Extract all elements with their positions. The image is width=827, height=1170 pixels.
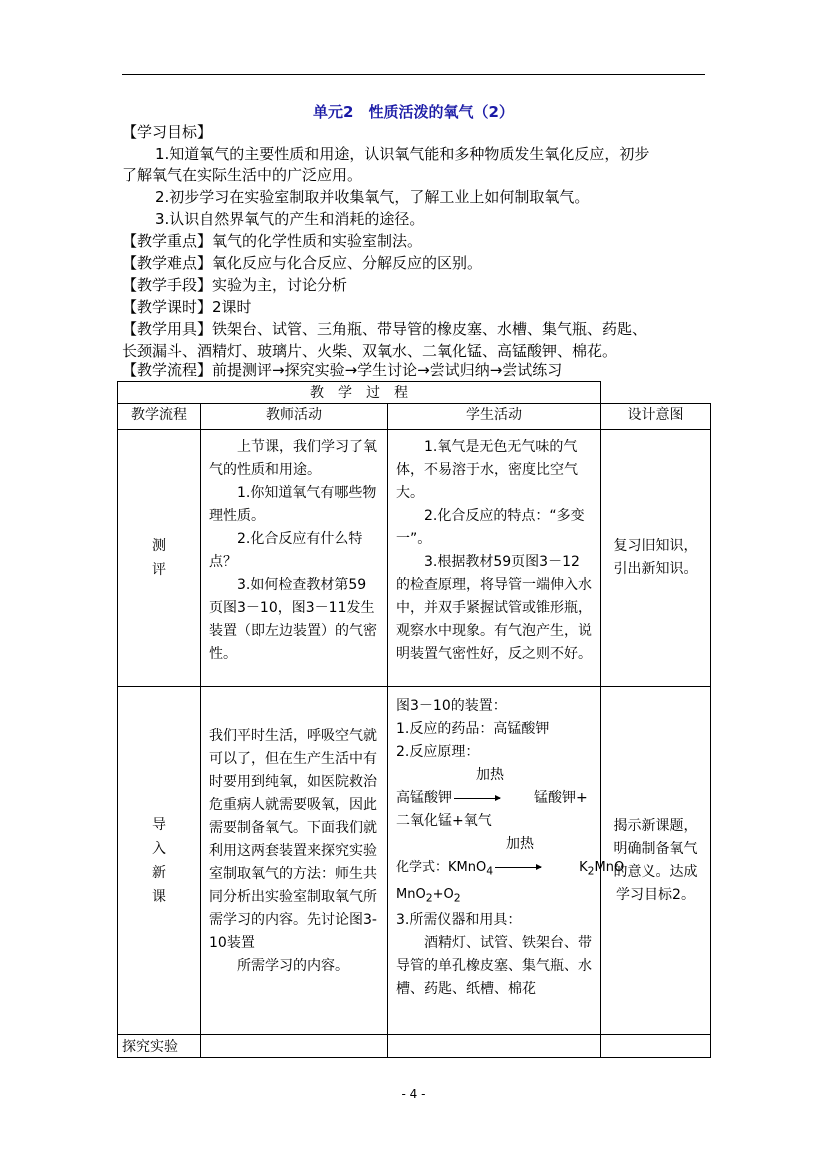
student-activity-1: 1.氧气是无色无气味的气体，不易溶于水，密度比空气大。 2.化合反应的特点：“多变一”。 3.根据教材59页图3－12的检查原理，将导管一端伸入水中，并双手紧握试管或锥形瓶，观察水中现象。有气泡产生，说明装置气密性好，反之则不好。 [388, 430, 601, 687]
teaching-hours: 【教学课时】2课时 [122, 298, 252, 316]
teacher-activity-2: 我们平时生活，呼吸空气就可以了，但在生产生活中有时要用到纯氧，如医院救治危重病人就需要吸氧，因此需要制备氧气。下面我们就利用这两套装置来探究实验室制取氧气的方法：师生共同分析出实验室制取氧气所需学习的内容。先讨论图3-10装置 所需学习的内容。 [201, 687, 388, 1035]
page-title: 单元2 性质活泼的氧气（2） [313, 103, 514, 121]
stage-assessment: 测 评 [118, 430, 201, 687]
empty-corner [601, 382, 711, 404]
formula-arrow [495, 867, 541, 868]
table-caption: 教 学 过 程 [118, 382, 601, 404]
objectives-header: 【学习目标】 [122, 123, 213, 141]
teaching-tools-2: 长颈漏斗、酒精灯、玻璃片、火柴、双氧水、二氧化锰、高锰酸钾、棉花。 [122, 342, 618, 360]
teacher-activity-3 [201, 1035, 388, 1058]
header-stage: 教学流程 [118, 404, 201, 430]
student-activity-2: 图3－10的装置： 1.反应的药品：高锰酸钾 2.反应原理： 加热 高锰酸钾 锰酸钾+ 二氧化锰+氧气 加热 化学式：KMnO$_4$ $K_2MnO$ $MnO_2+O_2$ 3.所需仪器和用具： 酒精灯、试管、铁架台、带导管的单孔橡皮塞、集气瓶、水槽、药匙、纸槽、棉花 [388, 687, 601, 1035]
stage-introduction: 导 入 新 课 [118, 687, 201, 1035]
objective-1a: 1.知道氧气的主要性质和用途，认识氧气能和多种物质发生氧化反应，初步 [155, 145, 650, 163]
header-student: 学生活动 [388, 404, 601, 430]
stage-exploration: 探究实验 [118, 1035, 201, 1058]
objective-3: 3.认识自然界氧气的产生和消耗的途径。 [155, 210, 425, 228]
key-points: 【教学重点】氧气的化学性质和实验室制法。 [122, 232, 423, 250]
teacher-activity-1: 上节课，我们学习了氧气的性质和用途。 1.你知道氧气有哪些物理性质。 2.化合反应有什么特点？ 3.如何检查教材第59页图3－10，图3－11发生装置（即左边装置）的气密性。 [201, 430, 388, 687]
teaching-process: 【教学流程】前提测评→探究实验→学生讨论→尝试归纳→尝试练习 [122, 361, 563, 379]
page-number: - 4 - [401, 1087, 426, 1101]
intent-1: 复习旧知识，引出新知识。 [601, 430, 711, 687]
student-activity-3 [388, 1035, 601, 1058]
intent-3 [601, 1035, 711, 1058]
difficulties: 【教学难点】氧化反应与化合反应、分解反应的区别。 [122, 254, 483, 272]
reaction-arrow [454, 798, 500, 799]
objective-1b: 了解氧气在实际生活中的广泛应用。 [122, 166, 363, 184]
header-rule [122, 74, 705, 75]
header-teacher: 教师活动 [201, 404, 388, 430]
objective-2: 2.初步学习在实验室制取并收集氧气，了解工业上如何制取氧气。 [155, 188, 590, 206]
header-intent: 设计意图 [601, 404, 711, 430]
teaching-means: 【教学手段】实验为主，讨论分析 [122, 276, 348, 294]
teaching-tools-1: 【教学用具】铁架台、试管、三角瓶、带导管的橡皮塞、水槽、集气瓶、药匙、 [122, 320, 648, 338]
intent-2: 揭示新课题，明确制备氧气的意义。达成学习目标2。 [601, 687, 711, 1035]
process-table [117, 381, 711, 1058]
